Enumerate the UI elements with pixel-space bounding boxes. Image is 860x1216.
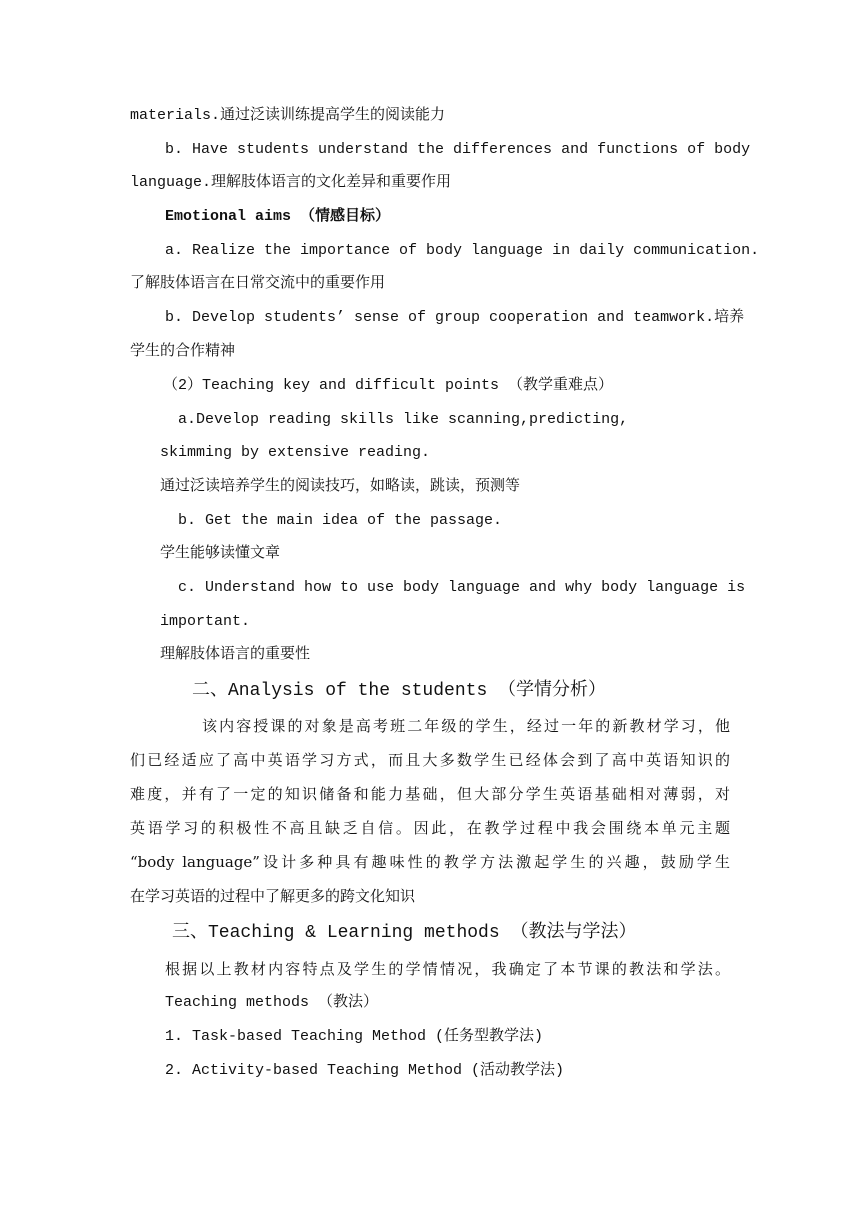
text-line: 理解肢体语言的重要性 <box>160 646 311 663</box>
section-heading: Emotional aims （情感目标） <box>165 208 391 225</box>
section-title-students: 二、Analysis of the students （学情分析） <box>192 681 607 701</box>
text-line: 了解肢体语言在日常交流中的重要作用 <box>130 275 386 292</box>
text-line: skimming by extensive reading. <box>160 444 431 461</box>
text-line: 学生能够读懂文章 <box>160 545 281 562</box>
paragraph-line: 难度，并有了一定的知识储备和能力基础，但大部分学生英语基础相对薄弱，对 <box>130 785 730 803</box>
paragraph-line: 该内容授课的对象是高考班二年级的学生，经过一年的新教材学习，他 <box>202 717 730 735</box>
text-line: materials.通过泛读训练提高学生的阅读能力 <box>130 107 446 124</box>
list-item: 2. Activity-based Teaching Method (活动教学法) <box>165 1062 565 1079</box>
text-line: 学生的合作精神 <box>130 343 236 360</box>
text-line: b. Get the main idea of the passage. <box>178 512 503 529</box>
paragraph-line: 们已经适应了高中英语学习方式，而且大多数学生已经体会到了高中英语知识的 <box>130 751 730 769</box>
text-line: b. Develop students’ sense of group cooperation and teamwork.培养 <box>165 309 745 326</box>
subsection-heading: （2）Teaching key and difficult points （教学重难点） <box>163 377 614 394</box>
text-line: 根据以上教材内容特点及学生的学情情况，我确定了本节课的教法和学法。 <box>165 960 730 978</box>
text-line: a. Realize the importance of body language in daily communication. <box>165 242 760 259</box>
text-line: language.理解肢体语言的文化差异和重要作用 <box>130 174 452 191</box>
section-title-methods: 三、Teaching & Learning methods （教法与学法） <box>172 923 637 943</box>
text-line: b. Have students understand the differences and functions of body <box>165 141 751 158</box>
list-item: 1. Task-based Teaching Method (任务型教学法) <box>165 1028 544 1045</box>
text-line: 通过泛读培养学生的阅读技巧，如略读，跳读，预测等 <box>160 478 521 495</box>
text-line: important. <box>160 613 251 630</box>
paragraph-line: 在学习英语的过程中了解更多的跨文化知识 <box>130 887 416 905</box>
paragraph-line: “body language”设计多种具有趣味性的教学方法激起学生的兴趣，鼓励学生 <box>130 853 730 871</box>
paragraph-line: 英语学习的积极性不高且缺乏自信。因此，在教学过程中我会围绕本单元主题 <box>130 819 730 837</box>
subsection-heading: Teaching methods （教法） <box>165 994 379 1011</box>
text-line: a.Develop reading skills like scanning,predicting, <box>178 411 629 428</box>
text-line: c. Understand how to use body language and why body language is <box>178 579 746 596</box>
